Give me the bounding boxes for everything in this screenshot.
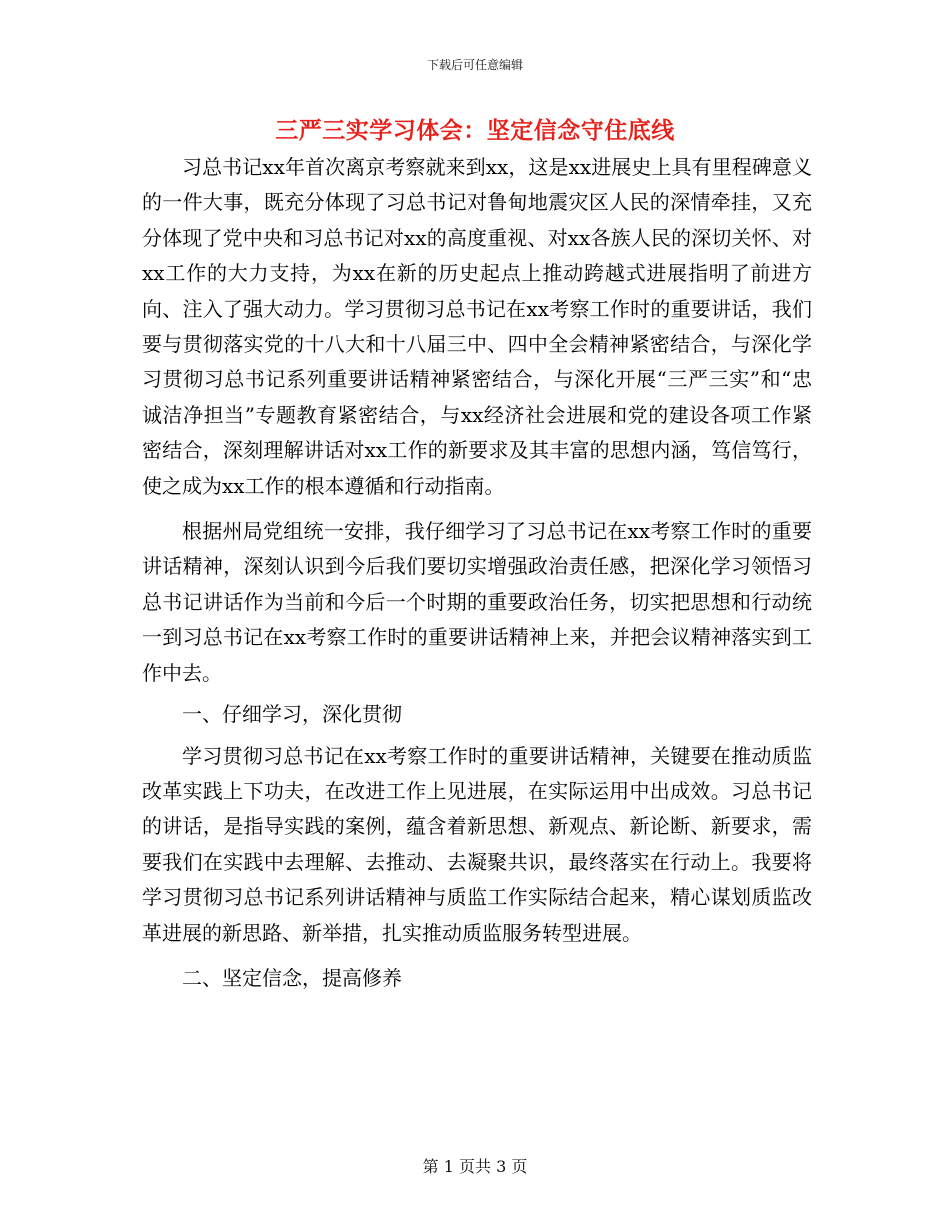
document-body bbox=[142, 150, 812, 996]
header-note: 下载后可任意编辑 bbox=[426, 58, 523, 72]
paragraph-arrangement: 根据州局党组统一安排，我仔细学习了习总书记在xx考察工作时的重要讲话精神，深刻认识到今后我们要切实增强政治责任感，把深化学习领悟习总书记讲话作为当前和今后一个时期的重要政治任务，切实把思想和行动统一到习总书记在xx考察工作时的重要讲话精神上来，并把会议精神落实到工作中去。 bbox=[142, 519, 812, 685]
page-number: 第 1 页共 3 页 bbox=[422, 1157, 528, 1176]
paragraph-section-1: 学习贯彻习总书记在xx考察工作时的重要讲话精神，关键要在推动质监改革实践上下功夫，在改进工作上见进展，在实际运用中出成效。习总书记的讲话，是指导实践的案例，蕴含着新思想、新观点、新论断、新要求，需要我们在实践中去理解、去推动、去凝聚共识，最终落实在行动上。我要将学习贯彻习总书记系列讲话精神与质监工作实际结合起来，精心谋划质监改革进展的新思路、新举措，扎实推动质监服务转型进展。 bbox=[142, 743, 812, 945]
section-heading-1: 一、仔细学习，深化贯彻 bbox=[182, 702, 402, 727]
paragraph-intro: 习总书记xx年首次离京考察就来到xx，这是xx进展史上具有里程碑意义的一件大事，既充分体现了习总书记对鲁甸地震灾区人民的深情牵挂，又充分体现了党中央和习总书记对xx的高度重视、对xx各族人民的深切关怀、对xx工作的大力支持，为xx在新的历史起点上推动跨越式进展指明了前进方向、注入了强大动力。学习贯彻习总书记在xx考察工作时的重要讲话，我们要与贯彻落实党的十八大和十八届三中、四中全会精神紧密结合，与深化学习贯彻习总书记系列重要讲话精神紧密结合，与深化开展“三严三实”和“忠诚洁净担当”专题教育紧密结合，与xx经济社会进展和党的建设各项工作紧密结合，深刻理解讲话对xx工作的新要求及其丰富的思想内涵，笃信笃行，使之成为xx工作的根本遵循和行动指南。 bbox=[142, 155, 812, 498]
document-title: 三严三实学习体会：坚定信念守住底线 bbox=[275, 118, 675, 144]
section-heading-2: 二、坚定信念，提高修养 bbox=[182, 965, 402, 990]
